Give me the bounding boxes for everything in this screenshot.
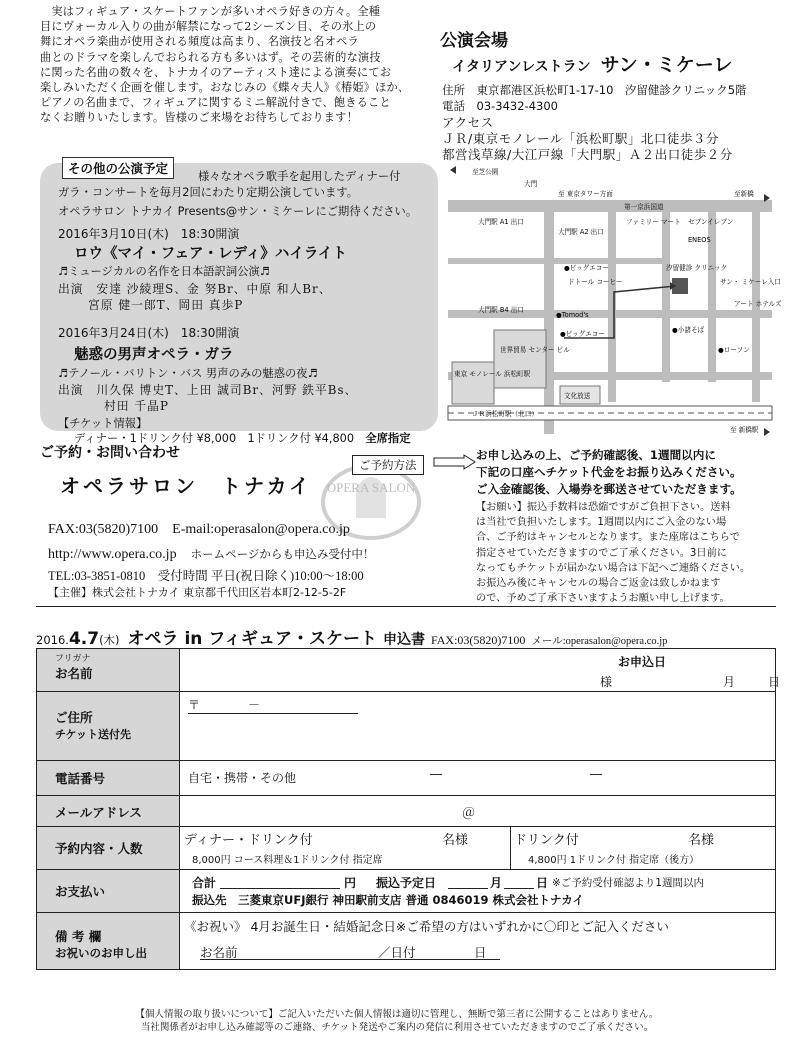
transfer-day: 日 bbox=[536, 876, 549, 890]
payment-label-cell bbox=[37, 870, 180, 913]
perf1-subtitle: ♬ミュージカルの名作を日本語訳詞公演♬ bbox=[58, 265, 270, 278]
perf1-cast: 出演 安達 沙綾理S、金 努Br、中原 和人Br、 bbox=[58, 282, 332, 296]
access-label: アクセス bbox=[442, 115, 494, 130]
map-label: ●ビッグエコー bbox=[560, 330, 605, 338]
map-label: 至新橋 bbox=[734, 190, 754, 198]
perf2-date: 2016年3月24日(木) 18:30開演 bbox=[58, 326, 240, 340]
ticket-info-label: 【チケット情報】 bbox=[58, 417, 148, 430]
intro-line: ピアノの名曲まで、フィギュアに関するミニ解説付きで、飽きること bbox=[40, 96, 391, 110]
map-label: ●ローソン bbox=[718, 346, 750, 354]
at-sign: ＠ bbox=[462, 806, 476, 821]
reservation-label: 予約内容・人数 bbox=[55, 841, 143, 856]
telephone: TEL:03-3851-0810 受付時間 平日(祝日除く)10:00～18:00 bbox=[48, 569, 364, 583]
map-label: 至 新橋駅 bbox=[730, 426, 759, 434]
notice-detail: は当社で負担いたします。1週間以内にご入金のない場 bbox=[476, 517, 727, 529]
application-form bbox=[36, 648, 781, 970]
email-field[interactable] bbox=[180, 796, 776, 827]
map-label: 東京 モノレール 浜松町駅 bbox=[454, 370, 531, 378]
intro-paragraph bbox=[40, 4, 432, 126]
celebration-day-label: 日 bbox=[474, 945, 487, 960]
fax-email: FAX:03(5820)7100 E-mail:operasalon@opera.co.jp bbox=[48, 522, 350, 537]
intro-line: 曲とのドラマを楽しんでおられる方も多いはず。その芸術的な演技 bbox=[40, 50, 381, 64]
perf2-title: 魅惑の男声オペラ・ガラ bbox=[74, 347, 234, 363]
bank-info: 振込先 三菱東京UFJ銀行 神田駅前支店 普通 0846019 株式会社トナカイ bbox=[192, 893, 584, 907]
email-label-cell bbox=[37, 796, 180, 827]
total-label: 合計 bbox=[192, 876, 217, 890]
address-label: ご住所 bbox=[55, 710, 93, 725]
celebration-label: お祝いのお申し出 bbox=[55, 946, 147, 960]
map-label: ●ビッグエコー bbox=[564, 264, 609, 272]
notice-detail: ので、予めご了承下さいますようお願い申し上げます。 bbox=[476, 593, 730, 605]
map-label: ●小諸そば bbox=[672, 326, 705, 334]
phone-field[interactable] bbox=[180, 761, 776, 796]
phone-dash: ― bbox=[590, 767, 602, 781]
access-map bbox=[448, 162, 782, 434]
remarks-label: 備 考 欄 bbox=[55, 929, 102, 944]
other-desc: オペラサロン トナカイ Presents@サン・ミケーレにご期待ください。 bbox=[58, 205, 418, 218]
restaurant-title: サン・ミケーレ bbox=[600, 54, 733, 76]
drink-count-suffix: 名様 bbox=[688, 833, 715, 848]
phone-label: 電話番号 bbox=[55, 771, 106, 786]
remarks-field[interactable] bbox=[180, 913, 776, 970]
form-event-title: オペラ in フィギュア・スケート bbox=[127, 629, 377, 649]
dinner-price: 8,000円 コース料理＆1ドリンク付 指定席 bbox=[192, 855, 383, 866]
intro-line: なくお贈りいたします。皆様のご来場をお待ちしております！ bbox=[40, 111, 358, 125]
furigana-label: フリガナ bbox=[55, 654, 91, 664]
name-field[interactable] bbox=[180, 649, 781, 692]
map-label: 至 東京タワー方面 bbox=[558, 190, 613, 198]
intro-line: 目にヴォーカル入りの曲が解禁になって2シーズン目、その氷上の bbox=[40, 20, 377, 34]
perf1-title: ロウ《マイ・フェア・レディ》ハイライト bbox=[74, 246, 347, 262]
form-date-dow: (木) bbox=[99, 633, 120, 647]
map-label: ●Tomod's bbox=[556, 311, 589, 319]
notice-detail: 指定させていただきますのでご了承ください。3日前に bbox=[476, 547, 727, 559]
celebration-text: 《お祝い》 4月お誕生日・結婚記念日※ご希望の方はいずれかに〇印とご記入ください bbox=[184, 919, 669, 934]
notice-detail: 合、ご予約はキャンセルとなります。また座席はこちらで bbox=[476, 532, 740, 544]
organizer-name: オペラサロン トナカイ bbox=[60, 474, 312, 498]
reservation-method-label: ご予約方法 bbox=[352, 455, 424, 475]
drink-price: 4,800円 1ドリンク付 指定席（後方） bbox=[528, 855, 700, 866]
month-label: 月 bbox=[723, 675, 736, 689]
ticket-dest-label: チケット送付先 bbox=[55, 728, 132, 741]
map-label: サン・ ミケーレ入口 bbox=[720, 278, 781, 286]
map-label: セブンイレブン bbox=[688, 218, 734, 226]
address-label-cell bbox=[37, 692, 180, 761]
venue-heading: 公演会場 bbox=[440, 31, 508, 51]
map-label: 文化放送 bbox=[564, 392, 591, 400]
payment-note: ※ご予約受付確認より1週間以内 bbox=[552, 877, 704, 889]
transfer-month: 月 bbox=[490, 876, 503, 890]
map-label: 大門 bbox=[524, 180, 538, 188]
notice-detail: お振込み後にキャンセルの場合ご返金は致しかねます bbox=[476, 578, 721, 590]
phone-types: 自宅・携帯・その他 bbox=[188, 771, 297, 785]
sama-suffix: 様 bbox=[600, 675, 613, 689]
reservation-field[interactable] bbox=[180, 827, 776, 870]
email-label: メールアドレス bbox=[55, 805, 142, 820]
form-mail: メール:operasalon@opera.co.jp bbox=[531, 636, 668, 647]
form-title bbox=[36, 624, 667, 649]
ticket-note: 全席指定 bbox=[365, 432, 411, 445]
map-label: 大門駅 A2 出口 bbox=[558, 228, 604, 236]
map-label: 至芝公園 bbox=[472, 168, 499, 176]
road-top bbox=[448, 200, 772, 212]
wtc-building bbox=[494, 330, 546, 388]
yen-label: 円 bbox=[344, 876, 357, 890]
monorail-station bbox=[452, 362, 494, 404]
other-performances-tag: その他の公演予定 bbox=[62, 157, 174, 179]
road-left bbox=[448, 258, 544, 264]
ticket-prices: ディナー・1ドリンク付 ¥8,000 1ドリンク付 ¥4,800 bbox=[74, 432, 355, 445]
privacy-line: 【個人情報の取り扱いについて】ご記入いただいた個人情報は適切に管理し、無断で第三者に公開することはありません。 bbox=[135, 1009, 659, 1020]
notice-detail: なってもチケットが届かない場合は下記へご連絡ください。 bbox=[476, 562, 751, 574]
road-v3 bbox=[662, 212, 670, 382]
perf2-cast: 村田 千晶P bbox=[104, 399, 169, 413]
privacy-line: 当社関係者がお申し込み確認等のご連絡、チケット発送やご案内の発信に利用させていただきますのでご了承ください。 bbox=[140, 1022, 654, 1033]
perf1-cast: 宮原 健一郎T、岡田 真歩P bbox=[88, 298, 244, 312]
privacy-footer bbox=[0, 1008, 794, 1034]
perf1-date: 2016年3月10日(木) 18:30開演 bbox=[58, 227, 240, 241]
form-date-year: 2016. bbox=[36, 633, 69, 647]
perf2-cast: 出演 川久保 博史T、上田 誠司Br、河野 鉄平Bs、 bbox=[58, 383, 358, 397]
reservation-label-cell bbox=[37, 827, 180, 870]
map-label: 第一京浜国道 bbox=[624, 203, 664, 211]
notice-line: ご入金確認後、入場券を郵送させていただきます。 bbox=[476, 482, 742, 496]
apply-date-label: お申込日 bbox=[618, 655, 667, 669]
intro-line: 舞にオペラ楽曲が使用される頻度は高まり、名演技と名オペラ bbox=[40, 35, 359, 49]
section-divider bbox=[36, 606, 776, 607]
other-desc: ガラ・コンサートを毎月2回にわたり定期公演しています。 bbox=[58, 186, 359, 199]
map-label: 世界貿易 センター ビル bbox=[500, 346, 570, 354]
dinner-option: ディナー・ドリンク付 bbox=[184, 833, 313, 848]
map-label: 大門駅 A1 出口 bbox=[478, 218, 524, 226]
map-label: アート ホテルズ bbox=[734, 300, 782, 308]
map-label: ファミリー マート bbox=[626, 218, 681, 226]
howto-arrow bbox=[434, 455, 476, 469]
payment-notice bbox=[476, 447, 776, 498]
drink-option: ドリンク付 bbox=[514, 833, 579, 848]
restaurant-name bbox=[452, 50, 732, 77]
celebration-name-label: お名前 bbox=[200, 945, 238, 960]
intro-line: 実はフィギュア・スケートファンが多いオペラ好きの方々。全種 bbox=[40, 5, 381, 18]
intro-line: に関った名曲の数々を、トナカイのアーティスト達による演奏にてお bbox=[40, 65, 392, 79]
notice-line: 下記の口座へチケット代金をお振り込みください。 bbox=[476, 465, 742, 479]
map-label: ENEOS bbox=[688, 236, 711, 244]
website-line bbox=[48, 543, 374, 563]
phone-dash: ― bbox=[430, 767, 442, 781]
perf2-subtitle: ♬テノール・バリトン・バス 男声のみの魅惑の夜♬ bbox=[58, 367, 318, 380]
intro-line: 楽しみいただく企画を催します。おなじみの《蝶々夫人》《椿姫》ほか、 bbox=[40, 81, 410, 95]
notice-details bbox=[476, 500, 776, 606]
road-daiichi bbox=[544, 200, 554, 434]
name-label: お名前 bbox=[55, 666, 93, 681]
notice-detail: 【お願い】振込手数料は恐縮ですがご負担下さい。送料 bbox=[476, 502, 731, 513]
phone-label-cell bbox=[37, 761, 180, 796]
venue-address: 住所 東京都港区浜松町1-17-10 汐留健診クリニック5階 bbox=[442, 83, 747, 97]
access-jr: ＪＲ/東京モノレール「浜松町駅」北口徒歩３分 bbox=[442, 131, 719, 146]
access-subway: 都営浅草線/大江戸線「大門駅」Ａ２出口徒歩２分 bbox=[442, 147, 733, 162]
form-date: 4.7 bbox=[68, 629, 100, 649]
notice-line: お申し込みの上、ご予約確認後、1週間以内に bbox=[476, 448, 716, 462]
postal-code[interactable]: 〒 － bbox=[188, 696, 358, 714]
svg-text:OPERA SALON: OPERA SALON bbox=[326, 480, 416, 495]
other-desc: 様々なオペラ歌手を起用したディナー付 bbox=[198, 170, 401, 183]
transfer-date-label: 振込予定日 bbox=[376, 876, 437, 890]
website-link[interactable]: http://www.opera.co.jp bbox=[48, 547, 177, 562]
map-label: 大門駅 B4 出口 bbox=[478, 306, 524, 314]
payment-label: お支払い bbox=[55, 884, 106, 899]
name-label-cell bbox=[37, 649, 180, 692]
form-fax: FAX:03(5820)7100 bbox=[430, 633, 526, 647]
map-label: ＪＲ浜松町駅（北口） bbox=[472, 410, 538, 418]
contact-heading: ご予約・お問い合わせ bbox=[40, 445, 180, 461]
dinner-count-suffix: 名様 bbox=[442, 833, 469, 848]
day-label: 日 bbox=[768, 675, 781, 689]
website-note: ホームページからも申込み受付中！ bbox=[190, 547, 375, 561]
restaurant-prefix: イタリアンレストラン bbox=[452, 59, 591, 75]
payment-field[interactable] bbox=[180, 870, 776, 913]
remarks-label-cell bbox=[37, 913, 180, 970]
form-apply-label: 申込書 bbox=[382, 632, 425, 648]
map-label: 汐留健診 クリニック bbox=[666, 264, 728, 272]
venue-phone: 電話 03-3432-4300 bbox=[442, 99, 558, 113]
organizer-address: 【主催】株式会社トナカイ 東京都千代田区岩本町2-12-5-2F bbox=[48, 586, 347, 599]
celebration-date-label: ／日付 bbox=[378, 945, 416, 960]
address-field[interactable] bbox=[180, 692, 776, 761]
map-label: ドトール コーヒー bbox=[568, 278, 623, 286]
